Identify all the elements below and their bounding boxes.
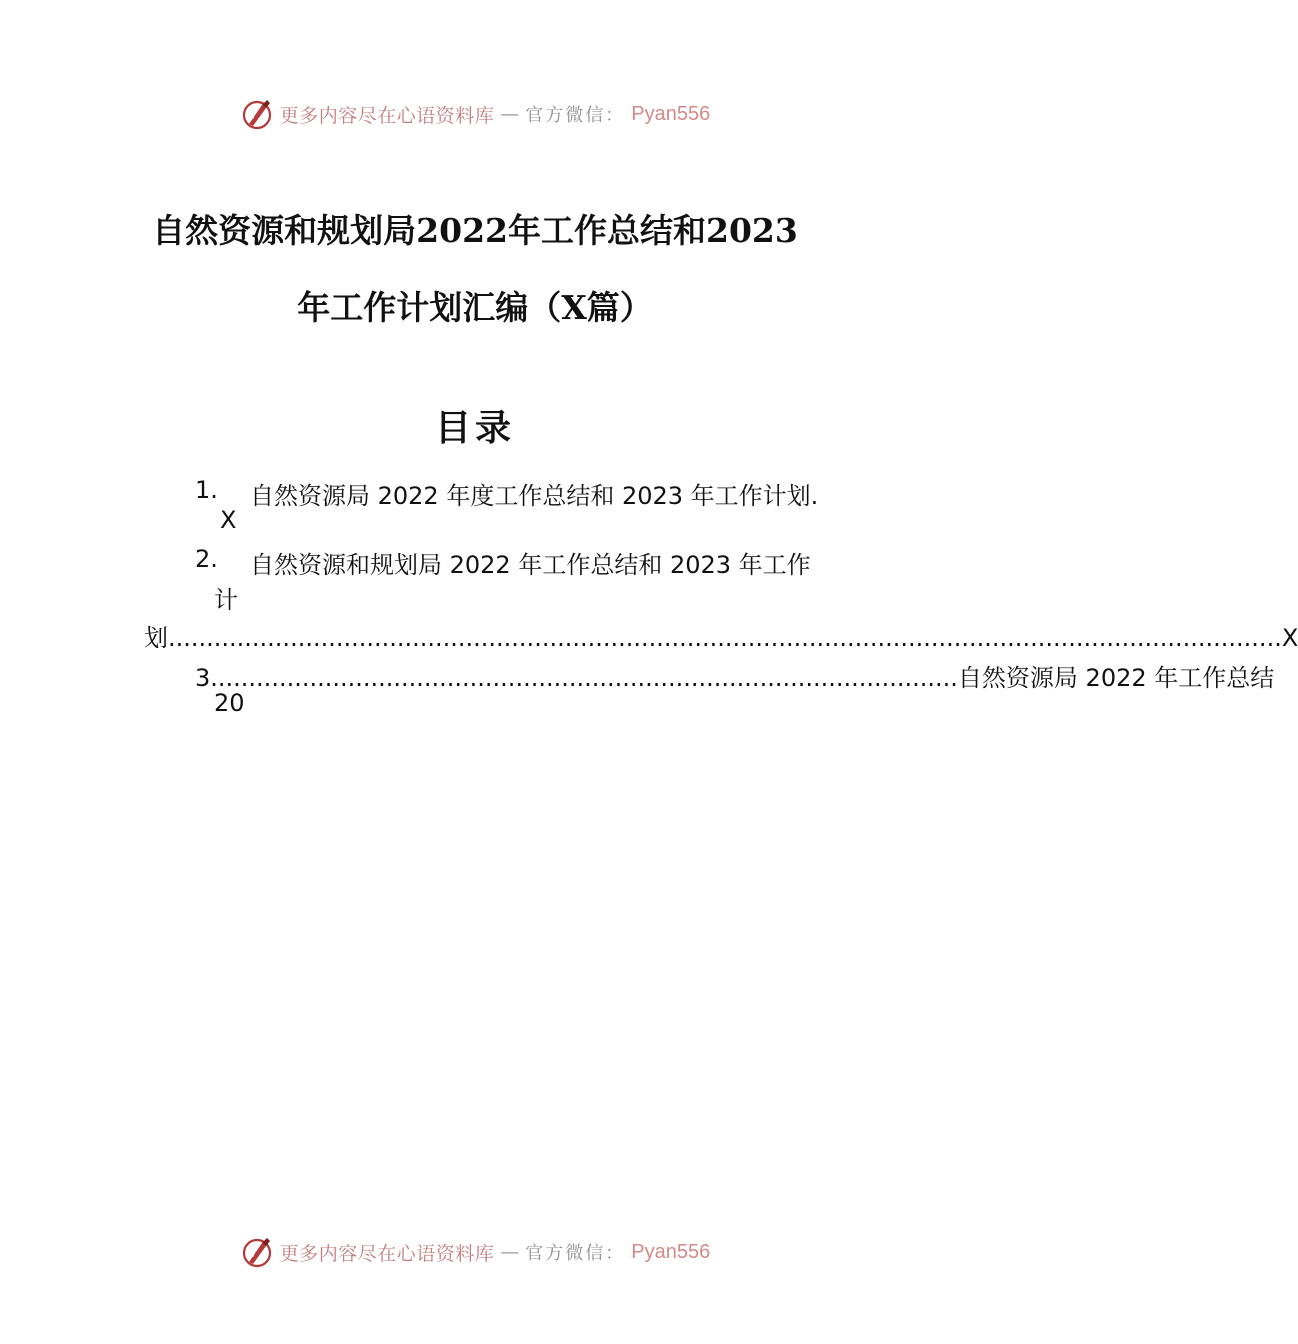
watermark-text: 更多内容尽在心语资料库 [279, 1242, 495, 1265]
toc-entry-2-dot-leader: .................................................................................................................................................. [168, 624, 1282, 652]
watermark-label: 官方微信： [525, 105, 626, 126]
watermark-separator: — [500, 1241, 520, 1263]
pen-circle-logo-icon [240, 1235, 274, 1269]
toc-entry-2-link[interactable]: 自然资源和规划局 2022 年工作总结和 2023 年工作 [250, 551, 811, 579]
toc-entry-2-continuation: 计 [214, 586, 238, 614]
toc-entry-2-number: 2. [195, 545, 218, 573]
toc-entry-3-number: 3 [195, 664, 211, 692]
toc-entry-2-leader-line [144, 618, 1298, 653]
document-title-line-2: 年工作计划汇编（X篇） [297, 288, 653, 327]
watermark-banner-top [0, 94, 950, 134]
toc-entry-1-page: X [220, 506, 237, 534]
watermark-label: 官方微信： [525, 1243, 626, 1264]
toc-entry-2-page: X [1281, 624, 1298, 652]
watermark-text: 更多内容尽在心语资料库 [279, 104, 495, 127]
toc-heading: 目录 [434, 407, 515, 449]
toc-entry-1-link[interactable]: 自然资源局 2022 年度工作总结和 2023 年工作计划. [250, 482, 819, 510]
toc-entry-3-dot-leader: .................................................................................................. [210, 664, 958, 692]
watermark-wechat-id: Pyan556 [631, 102, 711, 125]
toc-entry-3-link[interactable]: 自然资源局 2022 年工作总结 [957, 664, 1275, 692]
watermark-separator: — [500, 103, 520, 125]
toc-entry-2-wrap-start: 划 [144, 624, 168, 652]
watermark-wechat-id: Pyan556 [631, 1240, 711, 1263]
toc-entry-3-line[interactable] [195, 658, 1275, 693]
watermark-banner-bottom [0, 1232, 950, 1272]
toc-entry-1-number: 1. [195, 476, 218, 504]
pen-circle-logo-icon [240, 97, 274, 131]
document-title-line-1: 自然资源和规划局2022年工作总结和2023 [152, 211, 798, 250]
toc-entry-3-page: 20 [214, 689, 245, 717]
